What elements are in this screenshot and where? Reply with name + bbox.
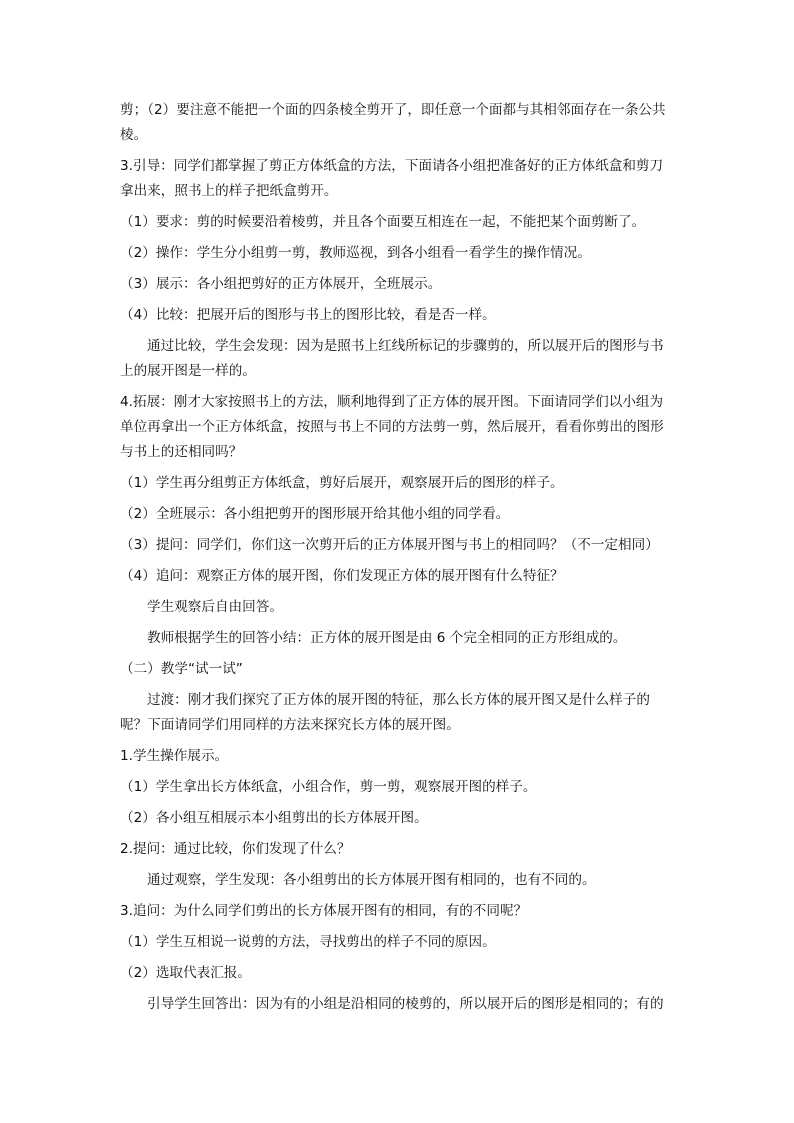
paragraph-6: 通过比较，学生会发现：因为是照书上红线所标记的步骤剪的，所以展开后的图形与书上的展开图是一样的。 — [120, 338, 664, 379]
paragraph-2: （1）要求：剪的时候要沿着棱剪，并且各个面要互相连在一起，不能把某个面剪断了。 — [120, 214, 646, 230]
paragraph-12: 学生观察后自由回答。 — [147, 599, 283, 615]
paragraph-5: （4）比较：把展开后的图形与书上的图形比较，看是否一样。 — [120, 307, 496, 323]
paragraph-10: （3）提问：同学们，你们这一次剪开后的正方体展开图与书上的相同吗？（不一定相同） — [120, 537, 659, 553]
paragraph-0: 剪；（2）要注意不能把一个面的四条棱全剪开了，即任意一个面都与其相邻面存在一条公共棱。 — [120, 102, 666, 143]
paragraph-16: 1.学生操作展示。 — [120, 748, 229, 764]
paragraph-22: （1）学生互相说一说剪的方法，寻找剪出的样子不同的原因。 — [120, 934, 496, 950]
paragraph-1: 3.引导：同学们都掌握了剪正方体纸盒的方法，下面请各小组把准备好的正方体纸盒和剪刀拿出来，照书上的样子把纸盒剪开。 — [120, 158, 664, 199]
paragraph-20: 通过观察，学生发现：各小组剪出的长方体展开图有相同的，也有不同的。 — [147, 872, 596, 888]
paragraph-8: （1）学生再分组剪正方体纸盒，剪好后展开，观察展开后的图形的样子。 — [120, 475, 564, 491]
document-body — [120, 98, 676, 1023]
paragraph-24: 引导学生回答出：因为有的小组是沿相同的棱剪的，所以展开后的图形是相同的；有的 — [147, 996, 664, 1012]
paragraph-15: 过渡：刚才我们探究了正方体的展开图的特征，那么长方体的展开图又是什么样子的呢？下面请同学们用同样的方法来探究长方体的展开图。 — [120, 692, 650, 733]
paragraph-18: （2）各小组互相展示本小组剪出的长方体展开图。 — [120, 810, 428, 826]
paragraph-17: （1）学生拿出长方体纸盒，小组合作，剪一剪，观察展开图的样子。 — [120, 779, 537, 795]
paragraph-9: （2）全班展示：各小组把剪开的图形展开给其他小组的同学看。 — [120, 506, 510, 522]
section-heading: （二）教学“试一试” — [120, 661, 243, 677]
paragraph-19: 2.提问：通过比较，你们发现了什么？ — [120, 841, 351, 857]
paragraph-13: 教师根据学生的回答小结：正方体的展开图是由 6 个完全相同的正方形组成的。 — [147, 630, 627, 646]
paragraph-7: 4.拓展：刚才大家按照书上的方法，顺利地得到了正方体的展开图。下面请同学们以小组为单位再拿出一个正方体纸盒，按照与书上不同的方法剪一剪，然后展开，看看你剪出的图形与书上的还相同吗？ — [120, 394, 664, 460]
paragraph-11: （4）追问：观察正方体的展开图，你们发现正方体的展开图有什么特征？ — [120, 568, 564, 584]
paragraph-21: 3.追问：为什么同学们剪出的长方体展开图有的相同，有的不同呢？ — [120, 903, 528, 919]
paragraph-23: （2）选取代表汇报。 — [120, 965, 251, 981]
paragraph-4: （3）展示：各小组把剪好的正方体展开，全班展示。 — [120, 276, 442, 292]
paragraph-3: （2）操作：学生分小组剪一剪，教师巡视，到各小组看一看学生的操作情况。 — [120, 245, 591, 261]
